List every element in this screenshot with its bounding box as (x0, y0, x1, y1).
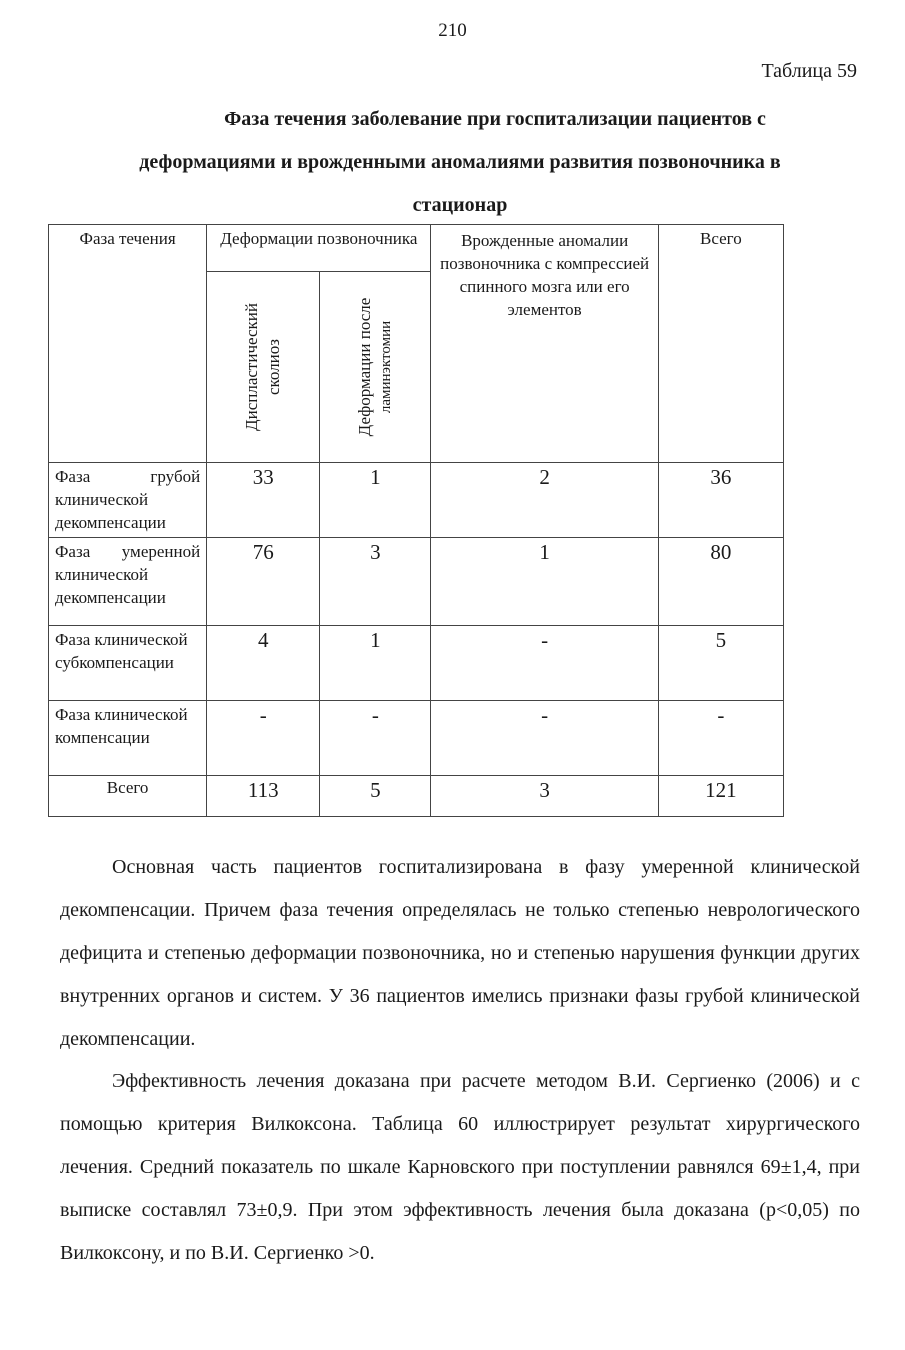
header-phase: Фаза течения (49, 225, 207, 463)
cell-congenital: 2 (431, 463, 658, 538)
table-row (49, 463, 784, 538)
table-row (49, 626, 784, 701)
cell-total: 5 (658, 626, 783, 701)
cell-dysplastic: 33 (207, 463, 320, 538)
table-row (49, 538, 784, 626)
cell-dysplastic: - (207, 701, 320, 776)
cell-congenital: - (431, 626, 658, 701)
cell-total: 36 (658, 463, 783, 538)
table-row (49, 701, 784, 776)
header-post-laminectomy-line1: Деформации после (355, 297, 375, 437)
header-dysplastic: Диспластический сколиоз (242, 303, 284, 431)
cell-dysplastic: 4 (207, 626, 320, 701)
header-post-laminectomy-line2: ламинэктомии (378, 320, 395, 414)
title-line-2: деформациями и врожденными аномалиями развития позвоночника в (139, 151, 781, 173)
header-deformations: Деформации позвоночника (207, 225, 431, 272)
row-label: Фаза клинической субкомпенсации (49, 626, 207, 701)
cell-post-laminectomy: 1 (320, 463, 431, 538)
cell-post-laminectomy: 3 (320, 538, 431, 626)
row-label: Фаза грубой клинической декомпенсации (49, 463, 207, 538)
table-title (60, 98, 860, 227)
phase-table (48, 224, 784, 817)
paragraph-1-block (60, 846, 860, 1061)
cell-congenital: 1 (431, 538, 658, 626)
cell-total: 121 (658, 776, 783, 817)
header-dysplastic-cell (207, 272, 320, 463)
title-line-3: стационар (412, 194, 508, 216)
cell-dysplastic: 76 (207, 538, 320, 626)
paragraph-2-block (60, 1060, 860, 1275)
cell-dysplastic: 113 (207, 776, 320, 817)
cell-congenital: - (431, 701, 658, 776)
header-total: Всего (658, 225, 783, 463)
cell-post-laminectomy: 1 (320, 626, 431, 701)
cell-total: 80 (658, 538, 783, 626)
row-label: Всего (49, 776, 207, 817)
page-number: 210 (438, 20, 467, 41)
cell-congenital: 3 (431, 776, 658, 817)
table-row-total (49, 776, 784, 817)
header-congenital: Врожденные аномалии позвоночника с компрессией спинного мозга или его элементов (431, 225, 658, 463)
header-post-laminectomy (354, 282, 396, 452)
paragraph-2: Эффективность лечения доказана при расчете методом В.И. Сергиенко (2006) и с помощью критерия Вилкоксона. Таблица 60 иллюстрирует результат хирургического лечения. Средний показатель по шкале Карновского при поступлении равнялся 69±1,4, при выписке составлял 73±0,9. При этом эффективность лечения была доказана (р<0,05) по Вилкоксону, и по В.И. Сергиенко >0. (60, 1070, 860, 1264)
title-line-1: Фаза течения заболевание при госпитализации пациентов с (224, 108, 766, 130)
row-label: Фаза клинической компенсации (49, 701, 207, 776)
table-label: Таблица 59 (761, 60, 857, 82)
header-post-laminectomy-cell (320, 272, 431, 463)
cell-post-laminectomy: 5 (320, 776, 431, 817)
cell-total: - (658, 701, 783, 776)
cell-post-laminectomy: - (320, 701, 431, 776)
row-label: Фаза умеренной клинической декомпенсации (49, 538, 207, 626)
paragraph-1: Основная часть пациентов госпитализирована в фазу умеренной клинической декомпенсации. Причем фаза течения определялась не только степенью неврологического дефицита и степенью деформации позвоночника, но и степенью нарушения функции других внутренних органов и систем. У 36 пациентов имелись признаки фазы грубой клинической декомпенсации. (60, 856, 860, 1050)
